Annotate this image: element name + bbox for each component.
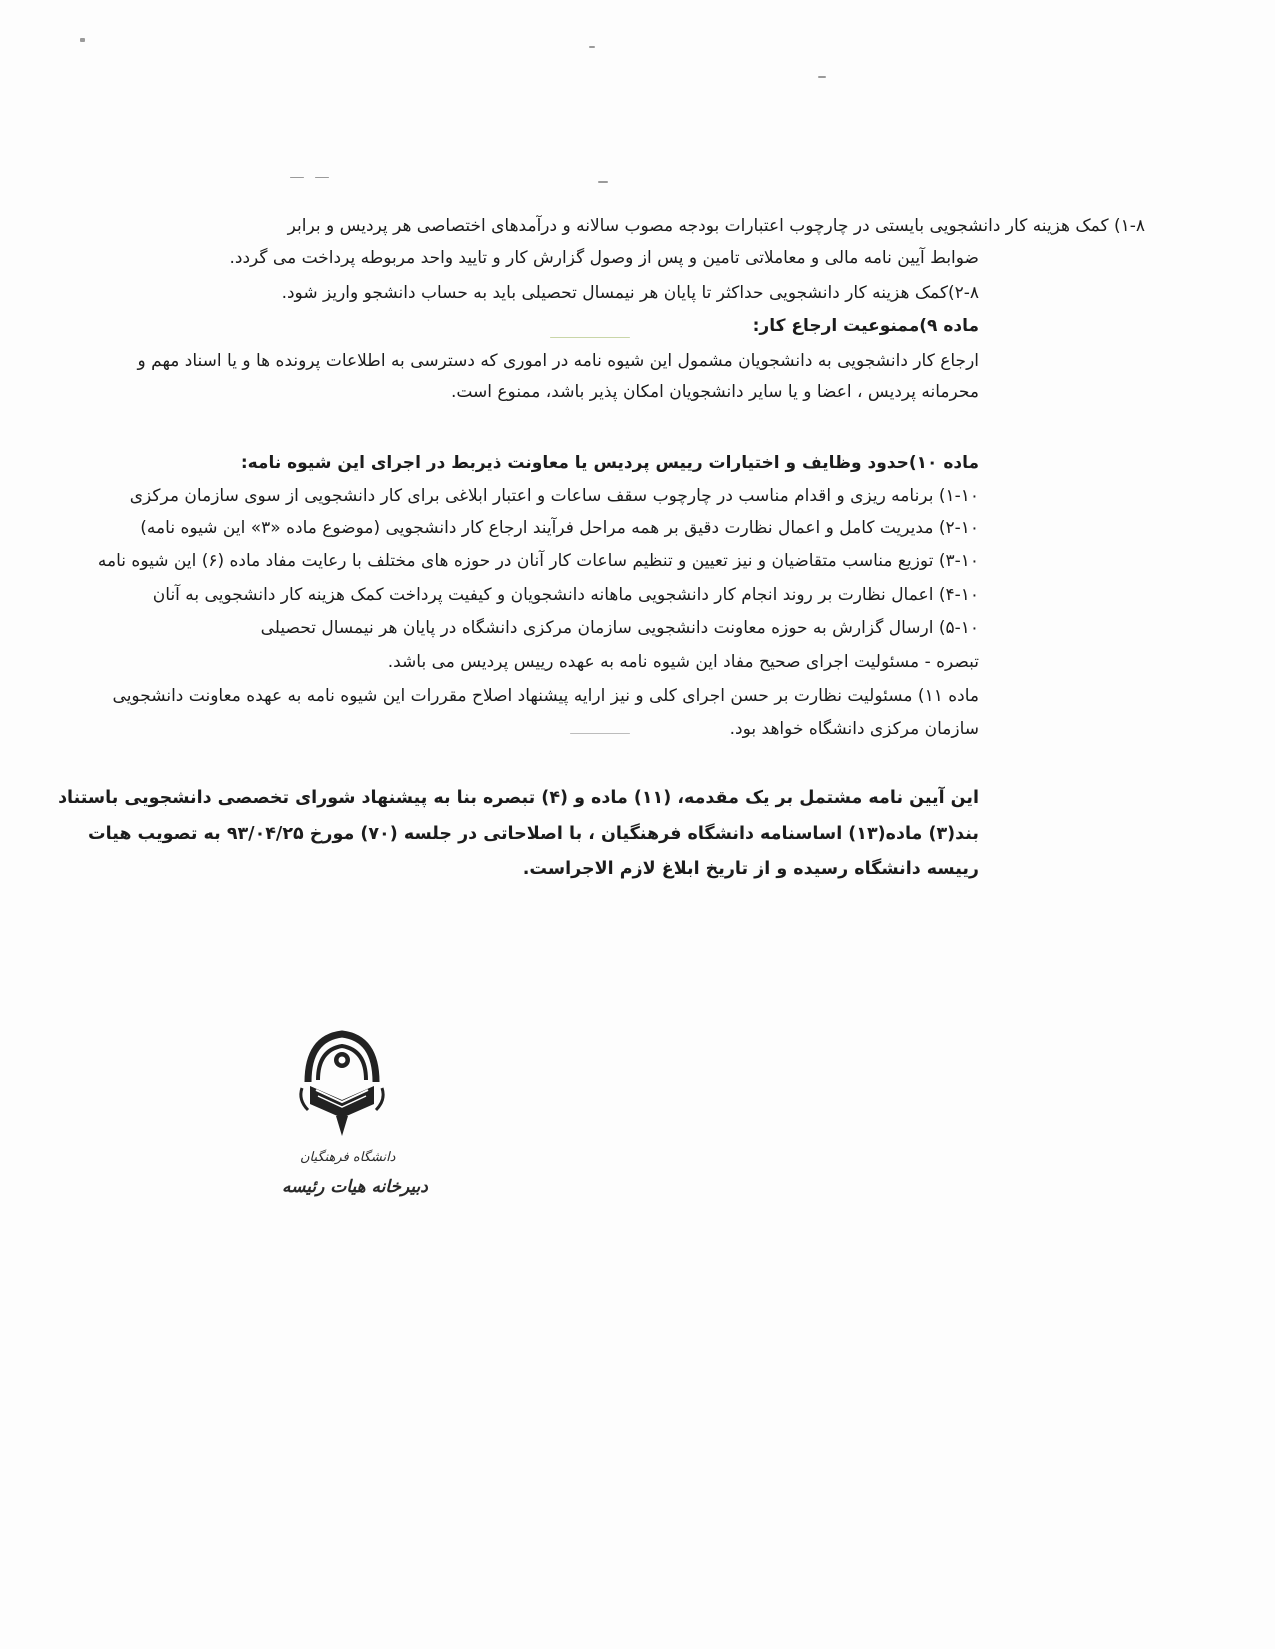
scan-speck: [589, 46, 595, 48]
section-10-item: ۳-۱۰) توزیع مناسب متقاضیان و نیز تعیین و تنظیم ساعات کار آنان در حوزه های مختلف با رعایت مفاد ماده (۶) این شیوه نامه: [97, 551, 979, 571]
section-8-item-1-line-2: ضوابط آیین نامه مالی و معاملاتی تامین و پس از وصول گزارش کار و تایید واحد مربوطه پرداخت می گردد.: [229, 248, 979, 268]
scan-speck: [550, 337, 630, 338]
section-10-item: ۴-۱۰) اعمال نظارت بر روند انجام کار دانشجویی ماهانه دانشجویان و کیفیت پرداخت کمک هزینه کار دانشجویی به آنان: [152, 585, 979, 605]
seal-org-name: دانشگاه فرهنگیان: [300, 1150, 396, 1165]
section-10-heading: ماده ۱۰)حدود وظایف و اختیارات رییس پردیس یا معاونت ذیربط در اجرای این شیوه نامه:: [240, 453, 979, 473]
section-10-note: تبصره - مسئولیت اجرای صحیح مفاد این شیوه نامه به عهده رییس پردیس می باشد.: [387, 652, 979, 672]
approval-line-3: رییسه دانشگاه رسیده و از تاریخ ابلاغ لازم الاجراست.: [522, 859, 979, 879]
section-9-heading: ماده ۹)ممنوعیت ارجاع کار:: [752, 316, 979, 336]
scan-speck: [818, 76, 826, 78]
section-8-item-1-line-1: ۱-۸) کمک هزینه کار دانشجویی بایستی در چارچوب اعتبارات بودجه مصوب سالانه و درآمدهای اختصاصی هر پردیس و برابر: [287, 216, 1145, 236]
seal-signature: دبیرخانه هیات رئیسه: [282, 1177, 428, 1197]
section-9-line-1: ارجاع کار دانشجویی به دانشجویان مشمول این شیوه نامه در اموری که دسترسی به اطلاعات پرونده ها و یا اسناد مهم و: [137, 351, 979, 371]
section-9-line-2: محرمانه پردیس ، اعضا و یا سایر دانشجویان امکان پذیر باشد، ممنوع است.: [450, 382, 979, 402]
section-10-item: ۲-۱۰) مدیریت کامل و اعمال نظارت دقیق بر همه مراحل فرآیند ارجاع کار دانشجویی (موضوع ماده «۳» این شیوه نامه): [140, 518, 979, 538]
scan-speck: [315, 177, 329, 178]
scan-speck: [290, 177, 304, 178]
section-10-item: ۵-۱۰) ارسال گزارش به حوزه معاونت دانشجویی سازمان مرکزی دانشگاه در پایان هر نیمسال تحصیلی: [260, 618, 979, 638]
scan-speck: [570, 733, 630, 734]
scan-speck: [598, 181, 608, 183]
farhangian-university-logo-icon: [296, 1030, 388, 1140]
section-10-item: ۱-۱۰) برنامه ریزی و اقدام مناسب در چارچوب سقف ساعات و اعتبار ابلاغی برای کار دانشجویی از سوی سازمان مرکزی: [129, 486, 979, 506]
section-11-line-2: سازمان مرکزی دانشگاه خواهد بود.: [729, 719, 979, 739]
section-11-line-1: ماده ۱۱) مسئولیت نظارت بر حسن اجرای کلی و نیز ارایه پیشنهاد اصلاح مقررات این شیوه نامه به عهده معاونت دانشجویی: [112, 686, 979, 706]
approval-line-2: بند(۳) ماده(۱۳) اساسنامه دانشگاه فرهنگیان ، با اصلاحاتی در جلسه (۷۰) مورخ ۹۳/۰۴/۲۵ به تصویب هیات: [88, 824, 979, 844]
section-8-item-2: ۲-۸)کمک هزینه کار دانشجویی حداکثر تا پایان هر نیمسال تحصیلی باید به حساب دانشجو واریز شود.: [281, 283, 979, 303]
scan-speck: [80, 38, 85, 42]
approval-line-1: این آیین نامه مشتمل بر یک مقدمه، (۱۱) ماده و (۴) تبصره بنا به پیشنهاد شورای تخصصی دانشجویی باستناد: [58, 788, 979, 808]
